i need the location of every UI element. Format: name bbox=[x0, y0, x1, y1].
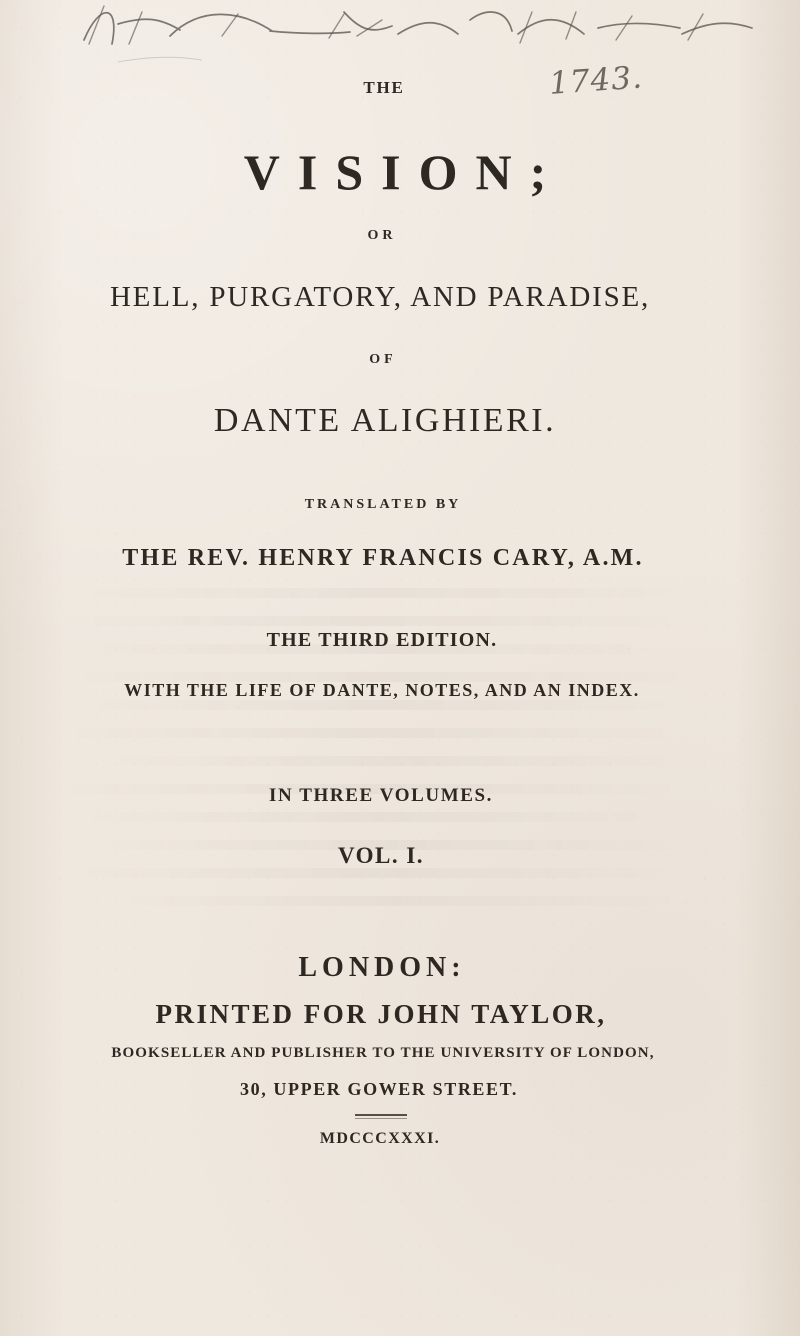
city-line: LONDON: bbox=[298, 952, 466, 983]
decorative-rule bbox=[355, 1114, 407, 1116]
edition-line: THE THIRD EDITION. bbox=[266, 629, 498, 651]
of-line: OF bbox=[369, 352, 397, 367]
translator-name: THE REV. HENRY FRANCIS CARY, A.M. bbox=[122, 545, 644, 571]
catalog-number: 1743. bbox=[548, 59, 645, 102]
subtitle: HELL, PURGATORY, AND PARADISE, bbox=[109, 281, 651, 313]
the-line: THE bbox=[363, 78, 405, 97]
translated-by-line: TRANSLATED BY bbox=[304, 497, 462, 512]
main-title: VISION; bbox=[243, 144, 565, 200]
address-line: 30, UPPER GOWER STREET. bbox=[240, 1079, 518, 1099]
or-line: OR bbox=[367, 228, 397, 243]
handwritten-scribble bbox=[0, 0, 800, 120]
author-name: DANTE ALIGHIERI. bbox=[213, 402, 557, 439]
publisher-line: BOOKSELLER AND PUBLISHER TO THE UNIVERSITY OF LONDON, bbox=[111, 1045, 655, 1061]
volume-number: VOL. I. bbox=[337, 843, 425, 868]
date-line: MDCCCXXXI. bbox=[319, 1130, 441, 1147]
printer-line: PRINTED FOR JOHN TAYLOR, bbox=[155, 999, 607, 1029]
contents-line: WITH THE LIFE OF DANTE, NOTES, AND AN INDEX. bbox=[124, 680, 640, 700]
volumes-line: IN THREE VOLUMES. bbox=[268, 785, 494, 806]
